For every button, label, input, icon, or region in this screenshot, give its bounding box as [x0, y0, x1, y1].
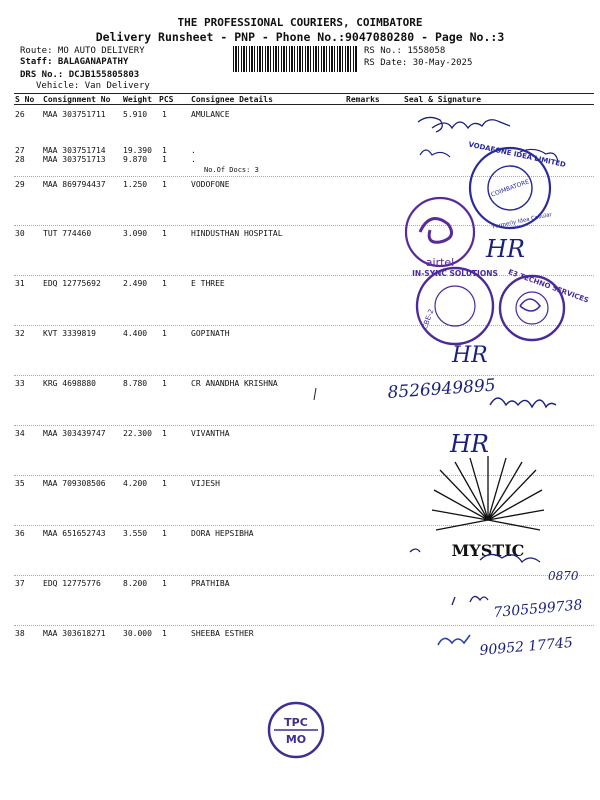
company-title: THE PROFESSIONAL COURIERS, COIMBATORE	[177, 16, 423, 29]
cell-consignee: VODOFONE	[191, 180, 230, 189]
airtel-stamp	[406, 198, 474, 269]
hr-signature-3: HR	[450, 430, 489, 458]
mystic-stamp-text: MYSTIC	[451, 541, 525, 560]
cell-consignee: DORA HEPSIBHA	[191, 529, 254, 538]
tpc-stamp-bottom: MO	[285, 733, 307, 746]
cell-weight: 1.250	[123, 180, 148, 189]
cell-consignment: MAA 651652743	[43, 529, 106, 538]
cell-pcs: 1	[162, 329, 167, 338]
cell-pcs: 1	[162, 229, 167, 238]
hr-signature-2: HR	[452, 343, 488, 368]
cell-weight: 8.780	[123, 379, 148, 388]
cell-sno: 37	[15, 579, 25, 588]
tpc-stamp-top: TPC	[284, 716, 308, 729]
cell-consignment: MAA 303439747	[43, 429, 106, 438]
cell-sno: 27	[15, 146, 25, 155]
vodafone-stamp-sub: Formerly Idea Cellular	[491, 211, 553, 231]
cell-weight: 30.000	[123, 629, 152, 638]
cell-weight: 4.200	[123, 479, 148, 488]
cell-consignee: HINDUSTHAN HOSPITAL	[191, 229, 283, 238]
cell-sno: 30	[15, 229, 25, 238]
cell-consignment: MAA 303751713	[43, 155, 106, 164]
signature-icon	[420, 149, 558, 162]
col-consignee: Consignee Details	[191, 95, 273, 104]
row-divider	[14, 375, 594, 376]
phone-handwritten-38: 90952 17745	[478, 634, 574, 659]
mystic-stamp	[432, 456, 544, 560]
cell-consignee: .	[191, 155, 196, 164]
vodafone-stamp-center: COIMBATORE	[490, 178, 531, 199]
cell-sno: 26	[15, 110, 25, 119]
cell-weight: 2.490	[123, 279, 148, 288]
phone-handwritten-37: 7305599738	[492, 597, 584, 621]
phone-handwritten-33: 8526949895	[386, 375, 497, 403]
cell-consignment: MAA 303618271	[43, 629, 106, 638]
cell-consignee: E THREE	[191, 279, 225, 288]
signature-icon	[438, 635, 470, 645]
docs-count-note: No.Of Docs: 3	[204, 166, 259, 174]
row-divider	[14, 275, 594, 276]
cell-consignment: EDQ 12775776	[43, 579, 101, 588]
row-divider	[14, 575, 594, 576]
hr-signature-1: HR	[486, 235, 525, 263]
signature-icon	[490, 398, 556, 407]
cell-consignment: EDQ 12775692	[43, 279, 101, 288]
header-top-rule	[14, 93, 594, 94]
cell-pcs: 1	[162, 110, 167, 119]
cell-sno: 38	[15, 629, 25, 638]
signature-icon	[410, 549, 540, 562]
cell-consignment: MAA 303751714	[43, 146, 106, 155]
cell-pcs: 1	[162, 529, 167, 538]
insync-stamp-center: CBE-2	[420, 308, 436, 331]
vodafone-stamp-ring: VODAFONE IDEA LIMITED	[467, 140, 567, 169]
signature-icon	[418, 117, 510, 132]
row-divider	[14, 225, 594, 226]
col-pcs: PCS	[159, 95, 174, 104]
cell-pcs: 1	[162, 629, 167, 638]
cell-consignment: KVT 3339819	[43, 329, 96, 338]
cell-consignment: TUT 774460	[43, 229, 92, 238]
number-handwritten-36: 0870	[548, 569, 579, 583]
row-divider	[14, 625, 594, 626]
cell-pcs: 1	[162, 429, 167, 438]
col-weight: Weight	[123, 95, 152, 104]
cell-sno: 32	[15, 329, 25, 338]
cell-sno: 35	[15, 479, 25, 488]
col-sno: S No	[15, 95, 35, 104]
row-divider	[14, 176, 594, 177]
cell-weight: 3.550	[123, 529, 148, 538]
signature-icon	[520, 299, 540, 311]
drs-number: DRS No.: DCJB155805803	[20, 70, 140, 80]
e3-stamp-ring: E3 TECHNO SERVICES	[507, 267, 590, 305]
row-divider	[14, 475, 594, 476]
cell-weight: 22.300	[123, 429, 152, 438]
cell-sno: 29	[15, 180, 25, 189]
cell-consignee: PRATHIBA	[191, 579, 230, 588]
e3-stamp	[500, 268, 590, 340]
row-divider	[14, 425, 594, 426]
cell-sno: 34	[15, 429, 25, 438]
tpc-mo-stamp	[269, 703, 323, 757]
cell-consignee: CR ANANDHA KRISHNA	[191, 379, 278, 388]
col-seal: Seal & Signature	[404, 95, 482, 104]
runsheet-subtitle: Delivery Runsheet - PNP - Phone No.:9047080280 - Page No.:3	[95, 30, 505, 44]
rs-date: RS Date: 30-May-2025	[364, 58, 473, 68]
staff-label: Staff: BALAGANAPATHY	[20, 57, 129, 67]
cell-consignee: VIJESH	[191, 479, 220, 488]
col-remarks: Remarks	[346, 95, 380, 104]
cell-pcs: 1	[162, 180, 167, 189]
pen-mark-icon	[314, 388, 316, 400]
cell-consignee: GOPINATH	[191, 329, 230, 338]
col-consignment: Consignment No	[43, 95, 111, 104]
route-label: Route: MO AUTO DELIVERY	[20, 46, 145, 56]
rs-number: RS No.: 1558058	[364, 46, 446, 56]
barcode-icon	[233, 46, 357, 72]
cell-pcs: 1	[162, 579, 167, 588]
cell-consignee: AMULANCE	[191, 110, 230, 119]
signature-icon	[452, 596, 488, 605]
cell-pcs: 1	[162, 146, 167, 155]
insync-stamp-ring: IN-SYNC SOLUTIONS	[412, 269, 498, 278]
cell-weight: 19.390	[123, 146, 152, 155]
header-bottom-rule	[14, 104, 594, 105]
vodafone-stamp	[468, 141, 567, 231]
cell-sno: 28	[15, 155, 25, 164]
cell-weight: 9.870	[123, 155, 148, 164]
cell-pcs: 1	[162, 155, 167, 164]
vehicle-label: Vehicle: Van Delivery	[36, 81, 150, 91]
row-divider	[14, 325, 594, 326]
cell-sno: 36	[15, 529, 25, 538]
cell-weight: 5.910	[123, 110, 148, 119]
cell-weight: 3.090	[123, 229, 148, 238]
insync-stamp	[412, 268, 498, 344]
airtel-stamp-text: airtel	[425, 256, 455, 269]
cell-consignment: MAA 869794437	[43, 180, 106, 189]
cell-weight: 8.200	[123, 579, 148, 588]
cell-pcs: 1	[162, 379, 167, 388]
cell-weight: 4.400	[123, 329, 148, 338]
cell-sno: 31	[15, 279, 25, 288]
cell-pcs: 1	[162, 279, 167, 288]
row-divider	[14, 525, 594, 526]
cell-consignee: VIVANTHA	[191, 429, 230, 438]
cell-pcs: 1	[162, 479, 167, 488]
cell-consignee: SHEEBA ESTHER	[191, 629, 254, 638]
cell-consignment: MAA 303751711	[43, 110, 106, 119]
airtel-logo-icon	[420, 219, 452, 243]
cell-consignment: MAA 709308506	[43, 479, 106, 488]
cell-consignee: .	[191, 146, 196, 155]
cell-sno: 33	[15, 379, 25, 388]
cell-consignment: KRG 4698880	[43, 379, 96, 388]
